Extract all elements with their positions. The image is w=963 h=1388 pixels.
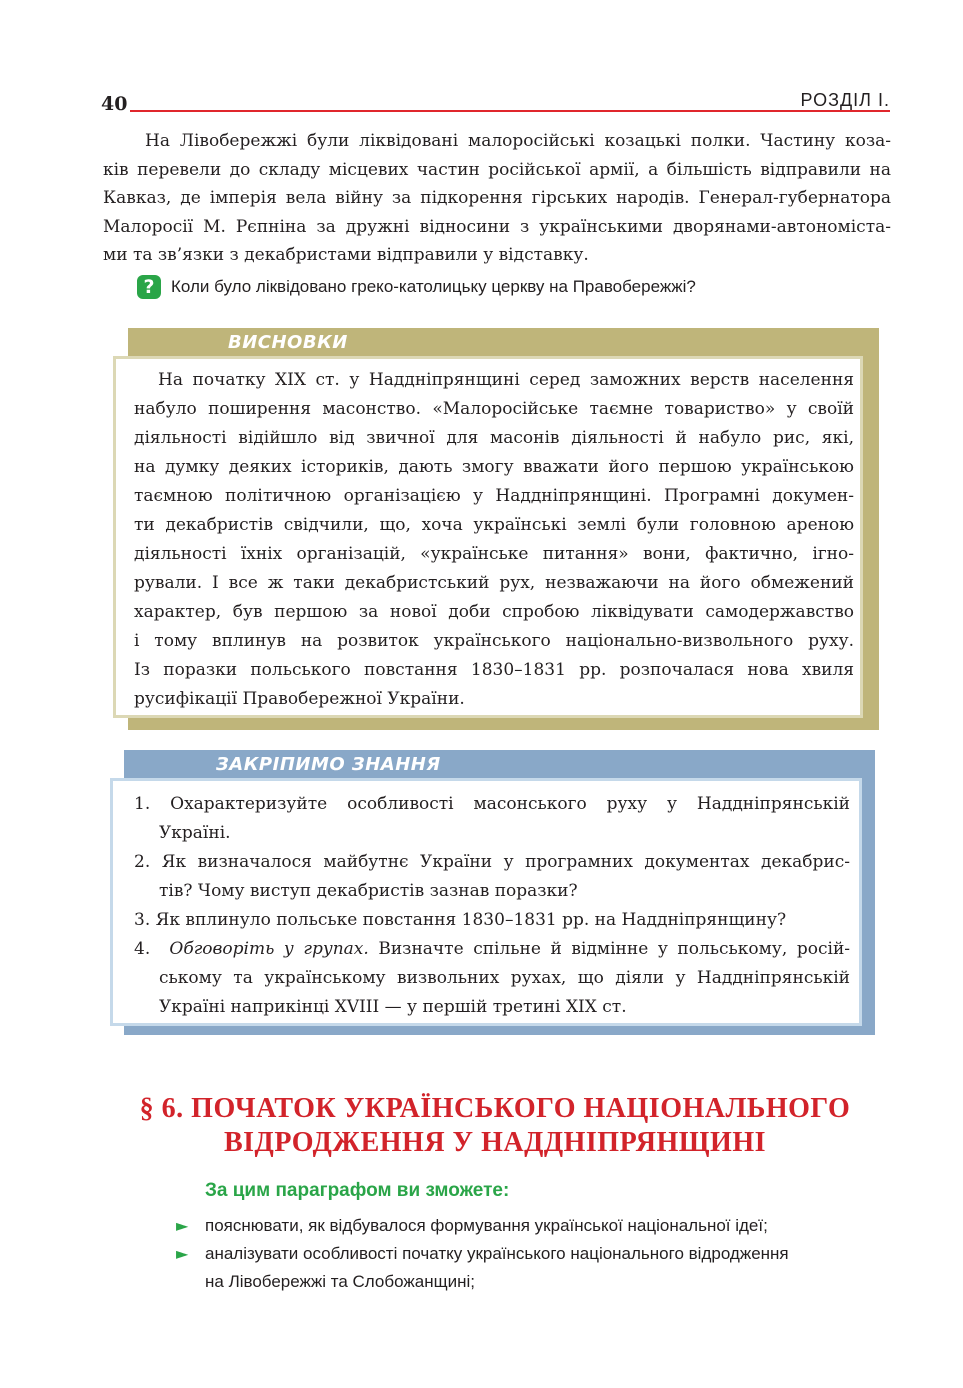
- item-number: 1.: [134, 794, 151, 814]
- paragraph-title-line: § 6. ПОЧАТОК УКРАЇНСЬКОГО НАЦІОНАЛЬНОГО: [139, 1093, 851, 1124]
- learning-goals-title: За цим параграфом ви зможете:: [205, 1180, 510, 1201]
- text-line: ти декабристів свідчили, що, хоча українські землі були головною ареною: [134, 515, 854, 535]
- text-line: ків перевели до складу місцевих частин російської армії, а більшість відправили на: [103, 159, 891, 180]
- arrow-icon: ►: [176, 1244, 189, 1263]
- text-line: на думку деяких істориків, дають змогу вважати його першою українською: [134, 457, 854, 477]
- text-line: Із поразки польського повстання 1830–1831 рр. розпочалася нова хвиля: [134, 660, 854, 680]
- section-label: РОЗДІЛ І.: [800, 90, 890, 110]
- goal-item: [176, 1212, 876, 1240]
- list-item: [134, 790, 850, 819]
- item-number: 4.: [134, 939, 151, 959]
- list-item: [134, 935, 850, 964]
- text-line: Україні наприкінці XVIII — у першій третині XIX ст.: [159, 997, 627, 1017]
- item-emphasis: Обговоріть у групах.: [169, 939, 369, 959]
- goal-text: аналізувати особливості початку українського національного відродження: [205, 1244, 789, 1263]
- text-line: русифікації Правобережної України.: [134, 689, 465, 709]
- text-line: рували. І все ж таки декабристський рух, незважаючи на його обмежений: [134, 573, 854, 593]
- text-line: характер, був першою за нової доби спробою ліквідувати самодержавство: [134, 602, 854, 622]
- text-line: Кавказ, де імперія вела війну за підкорення гірських народів. Генерал-губернатора: [103, 188, 891, 209]
- text-line: тів? Чому виступ декабристів зазнав поразки?: [159, 881, 578, 901]
- learning-goals-list: [176, 1212, 876, 1296]
- item-text: Охарактеризуйте особливості масонського руху у Наддніпрянській: [170, 794, 850, 814]
- text-line: і тому вплинув на розвиток українського національно-визвольного руху.: [134, 631, 854, 651]
- text-line: діяльності їхніх організацій, «українське питання» вони, фактично, ігно-: [134, 544, 854, 564]
- goal-text: на Лівобережжі та Слобожанщині;: [205, 1272, 475, 1291]
- goal-text: пояснювати, як відбувалося формування української національної ідеї;: [205, 1216, 768, 1235]
- text-line: ському та українському визвольних рухах, що діяли у Наддніпрянській: [159, 968, 850, 988]
- text-line: На початку XIX ст. у Наддніпрянщині серед заможних верств населення: [158, 370, 854, 390]
- page-number: 40: [101, 93, 128, 115]
- text-line: Малоросії М. Рєпніна за дружні відносини з українськими дворянами-автономіста-: [103, 216, 891, 237]
- text-line: діяльності відійшло від звичної для масонів діяльності й набуло рис, які,: [134, 428, 854, 448]
- conclusions-title: ВИСНОВКИ: [228, 332, 348, 353]
- list-item: [134, 906, 850, 935]
- goal-item: [176, 1240, 876, 1296]
- text-line: набуло поширення масонство. «Малоросійське таємне товариство» у своїй: [134, 399, 854, 419]
- item-text: Визначте спільне й відмінне у польському, росій-: [378, 939, 851, 959]
- text-line: таємною політичною організацією у Наддніпрянщині. Програмні докумен-: [134, 486, 854, 506]
- item-text: Як визначалося майбутнє України у програмних документах декабрис-: [161, 852, 850, 872]
- list-item: [134, 848, 850, 877]
- consolidate-title: ЗАКРІПИМО ЗНАННЯ: [216, 754, 441, 775]
- text-line: ми та зв’язки з декабристами відправили у відставку.: [103, 245, 589, 266]
- item-number: 2.: [134, 852, 151, 872]
- conclusions-text: [134, 366, 854, 714]
- text-line: Україні.: [159, 823, 231, 843]
- text-line: На Лівобережжі були ліквідовані малоросійські козацькі полки. Частину коза-: [145, 131, 891, 151]
- item-number: 3.: [134, 910, 151, 930]
- consolidate-list: [134, 790, 850, 1022]
- arrow-icon: ►: [176, 1216, 189, 1235]
- question: [137, 275, 696, 299]
- question-text: Коли було ліквідовано греко-католицьку церкву на Правобережжі?: [171, 277, 696, 296]
- question-icon: ?: [137, 275, 161, 299]
- paragraph-title: [100, 1092, 890, 1160]
- intro-paragraph: [103, 127, 891, 270]
- header-rule: [130, 110, 890, 112]
- paragraph-title-line: ВІДРОДЖЕННЯ У НАДДНІПРЯНЩИНІ: [223, 1127, 766, 1158]
- item-text: Як вплинуло польське повстання 1830–1831 рр. на Наддніпрянщину?: [155, 910, 787, 930]
